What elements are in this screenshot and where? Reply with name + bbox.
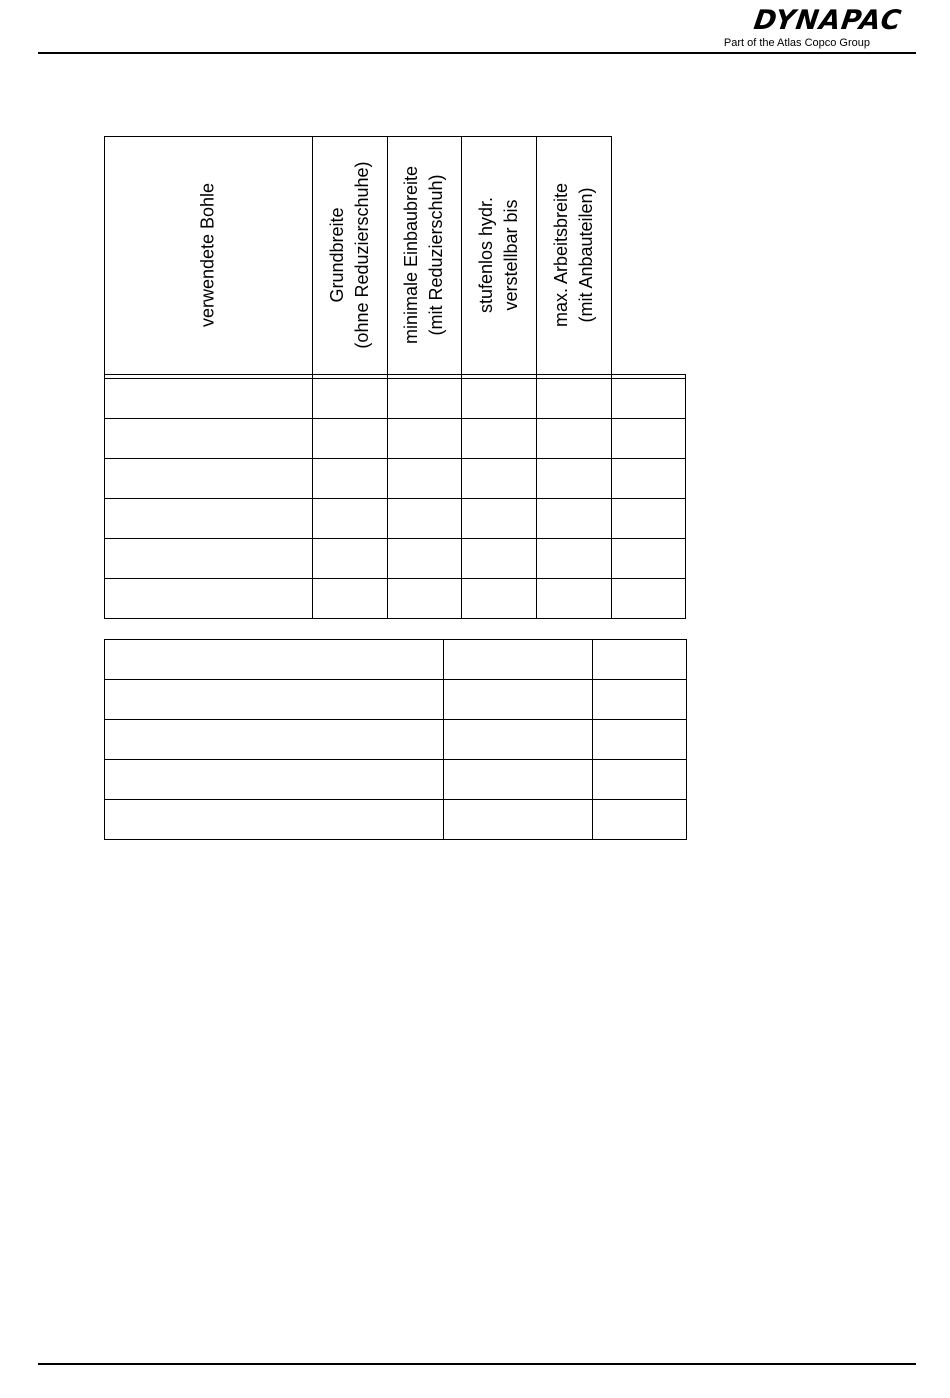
- row-line: [104, 578, 686, 579]
- header-separator-line: [104, 374, 686, 375]
- column-line: [686, 639, 687, 840]
- column-header-line: verwendete Bohle: [197, 182, 218, 328]
- column-line: [685, 374, 686, 619]
- row-line: [104, 839, 687, 840]
- column-line: [104, 136, 105, 619]
- column-header-line: Grundbreite: [326, 207, 347, 303]
- row-line: [104, 618, 686, 619]
- column-header: [549, 183, 599, 327]
- row-line: [104, 759, 687, 760]
- row-line: [104, 538, 686, 539]
- row-line: [104, 639, 687, 640]
- column-header: [196, 183, 221, 327]
- column-header-line: max. Arbeitsbreite: [550, 182, 571, 328]
- header-separator-line: [104, 378, 686, 379]
- column-header: [474, 197, 524, 313]
- row-line: [104, 719, 687, 720]
- footer-rule: [38, 1363, 916, 1365]
- column-header-line: (mit Anbauteilen): [575, 187, 596, 323]
- logo-wordmark: DYNAPAC: [752, 5, 905, 36]
- column-line: [461, 136, 462, 619]
- row-line: [104, 458, 686, 459]
- row-line: [104, 418, 686, 419]
- column-line: [443, 639, 444, 840]
- column-header-line: (mit Reduzierschuh): [426, 174, 446, 336]
- row-line: [104, 498, 686, 499]
- dynapac-logo: [684, 5, 905, 49]
- column-line: [104, 639, 105, 840]
- column-line: [387, 136, 388, 619]
- column-line: [536, 136, 537, 619]
- column-line: [611, 136, 612, 619]
- header-rule: [38, 52, 916, 54]
- logo-subtitle: Part of the Atlas Copco Group: [723, 37, 870, 49]
- column-header-line: (ohne Reduzierschuhe): [351, 161, 372, 349]
- column-header-line: stufenlos hydr.: [475, 196, 496, 314]
- column-header-line: verstellbar bis: [500, 199, 521, 311]
- column-line: [312, 136, 313, 619]
- column-header: [325, 161, 375, 348]
- row-line: [104, 799, 687, 800]
- row-line: [104, 679, 687, 680]
- column-header: [399, 166, 449, 344]
- column-header-line: minimale Einbaubreite: [401, 165, 421, 345]
- column-line: [592, 639, 593, 840]
